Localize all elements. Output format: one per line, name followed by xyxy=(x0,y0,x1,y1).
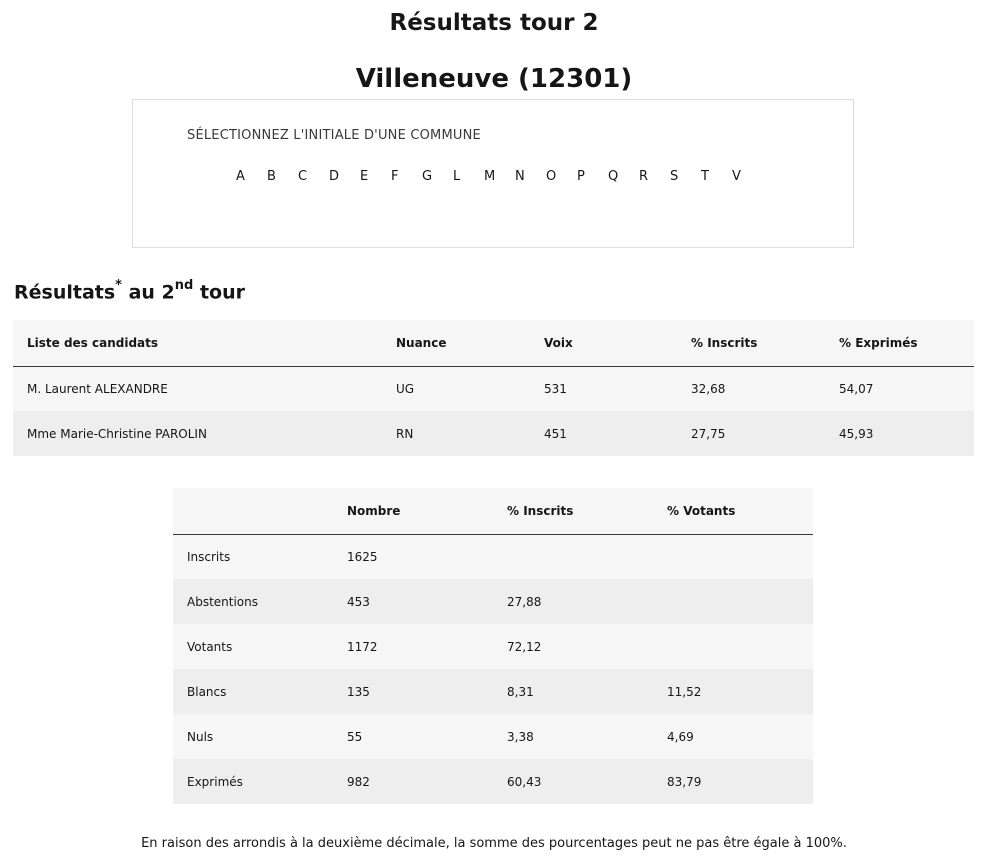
stat-label: Votants xyxy=(187,639,233,654)
stat-nombre: 135 xyxy=(347,684,370,699)
letter-link-f[interactable]: F xyxy=(391,169,399,184)
commune-selector-label: SÉLECTIONNEZ L'INITIALE D'UNE COMMUNE xyxy=(187,128,481,143)
letter-link-e[interactable]: E xyxy=(360,169,369,184)
participation-table xyxy=(173,488,813,804)
stat-pct-inscrits: 8,31 xyxy=(507,684,534,699)
candidate-pct-inscrits: 27,75 xyxy=(691,426,726,441)
candidates-header-row xyxy=(13,320,974,366)
round-title: Résultats tour 2 xyxy=(389,10,599,36)
stat-label: Abstentions xyxy=(187,594,259,609)
table-row xyxy=(13,411,974,456)
letter-link-n[interactable]: N xyxy=(515,169,525,184)
stat-pct-inscrits: 60,43 xyxy=(507,774,542,789)
results-heading xyxy=(14,280,245,303)
stat-nombre: 982 xyxy=(347,774,370,789)
candidate-pct-exprimes: 54,07 xyxy=(839,381,874,396)
col-header-pct-exprimes: % Exprimés xyxy=(825,320,974,366)
results-heading-main: Résultats xyxy=(14,281,116,304)
stat-nombre: 55 xyxy=(347,729,363,744)
stat-label: Exprimés xyxy=(187,774,243,789)
stat-pct-votants xyxy=(653,534,813,579)
letter-link-d[interactable]: D xyxy=(329,169,340,184)
table-row xyxy=(173,669,813,714)
results-heading-mid: au 2 xyxy=(121,281,175,304)
col-header-nuance: Nuance xyxy=(382,320,530,366)
stat-nombre: 1625 xyxy=(347,549,378,564)
results-heading-end: tour xyxy=(193,281,246,304)
stat-pct-inscrits xyxy=(493,534,653,579)
stat-pct-votants xyxy=(653,579,813,624)
table-row xyxy=(173,714,813,759)
col-header-voix: Voix xyxy=(530,320,677,366)
letter-link-m[interactable]: M xyxy=(484,169,496,184)
candidate-name: M. Laurent ALEXANDRE xyxy=(27,381,168,396)
stat-pct-inscrits: 27,88 xyxy=(507,594,542,609)
letter-link-a[interactable]: A xyxy=(236,169,245,184)
col-header-candidates: Liste des candidats xyxy=(13,320,382,366)
letter-link-v[interactable]: V xyxy=(732,169,741,184)
stat-label: Nuls xyxy=(187,729,214,744)
candidate-nuance: RN xyxy=(396,426,414,441)
col-header-blank xyxy=(173,488,333,534)
stat-pct-votants: 83,79 xyxy=(667,774,702,789)
candidates-table xyxy=(13,320,974,456)
letter-link-r[interactable]: R xyxy=(639,169,649,184)
col-header-pct-inscrits: % Inscrits xyxy=(677,320,825,366)
candidate-name: Mme Marie-Christine PAROLIN xyxy=(27,426,207,441)
candidate-nuance: UG xyxy=(396,381,415,396)
stat-pct-votants: 4,69 xyxy=(667,729,694,744)
letter-index xyxy=(236,169,763,184)
stat-nombre: 453 xyxy=(347,594,370,609)
participation-header-row xyxy=(173,488,813,534)
table-row xyxy=(173,759,813,804)
stat-label: Blancs xyxy=(187,684,227,699)
stat-pct-votants xyxy=(653,624,813,669)
col-header-nombre: Nombre xyxy=(333,488,493,534)
letter-link-q[interactable]: Q xyxy=(608,169,619,184)
stat-pct-inscrits: 3,38 xyxy=(507,729,534,744)
candidate-voix: 451 xyxy=(544,426,567,441)
results-heading-ordinal: nd xyxy=(174,278,194,293)
candidate-voix: 531 xyxy=(544,381,567,396)
commune-selector xyxy=(132,99,854,248)
letter-link-g[interactable]: G xyxy=(422,169,433,184)
rounding-footnote: En raison des arrondis à la deuxième décimale, la somme des pourcentages peut ne pas être égale à 100%. xyxy=(141,836,847,851)
letter-link-l[interactable]: L xyxy=(453,169,461,184)
letter-link-c[interactable]: C xyxy=(298,169,308,184)
table-row xyxy=(13,366,974,411)
stat-label: Inscrits xyxy=(187,549,231,564)
commune-title: Villeneuve (12301) xyxy=(355,64,633,94)
letter-link-t[interactable]: T xyxy=(701,169,709,184)
col-header-pct-votants: % Votants xyxy=(653,488,813,534)
stat-nombre: 1172 xyxy=(347,639,378,654)
letter-link-s[interactable]: S xyxy=(670,169,679,184)
col-header-pct-inscrits: % Inscrits xyxy=(493,488,653,534)
letter-link-o[interactable]: O xyxy=(546,169,557,184)
stat-pct-votants: 11,52 xyxy=(667,684,702,699)
letter-link-p[interactable]: P xyxy=(577,169,585,184)
table-row xyxy=(173,579,813,624)
results-heading-asterisk: * xyxy=(115,278,122,293)
candidate-pct-inscrits: 32,68 xyxy=(691,381,726,396)
stat-pct-inscrits: 72,12 xyxy=(507,639,542,654)
table-row xyxy=(173,534,813,579)
letter-link-b[interactable]: B xyxy=(267,169,276,184)
candidate-pct-exprimes: 45,93 xyxy=(839,426,874,441)
table-row xyxy=(173,624,813,669)
